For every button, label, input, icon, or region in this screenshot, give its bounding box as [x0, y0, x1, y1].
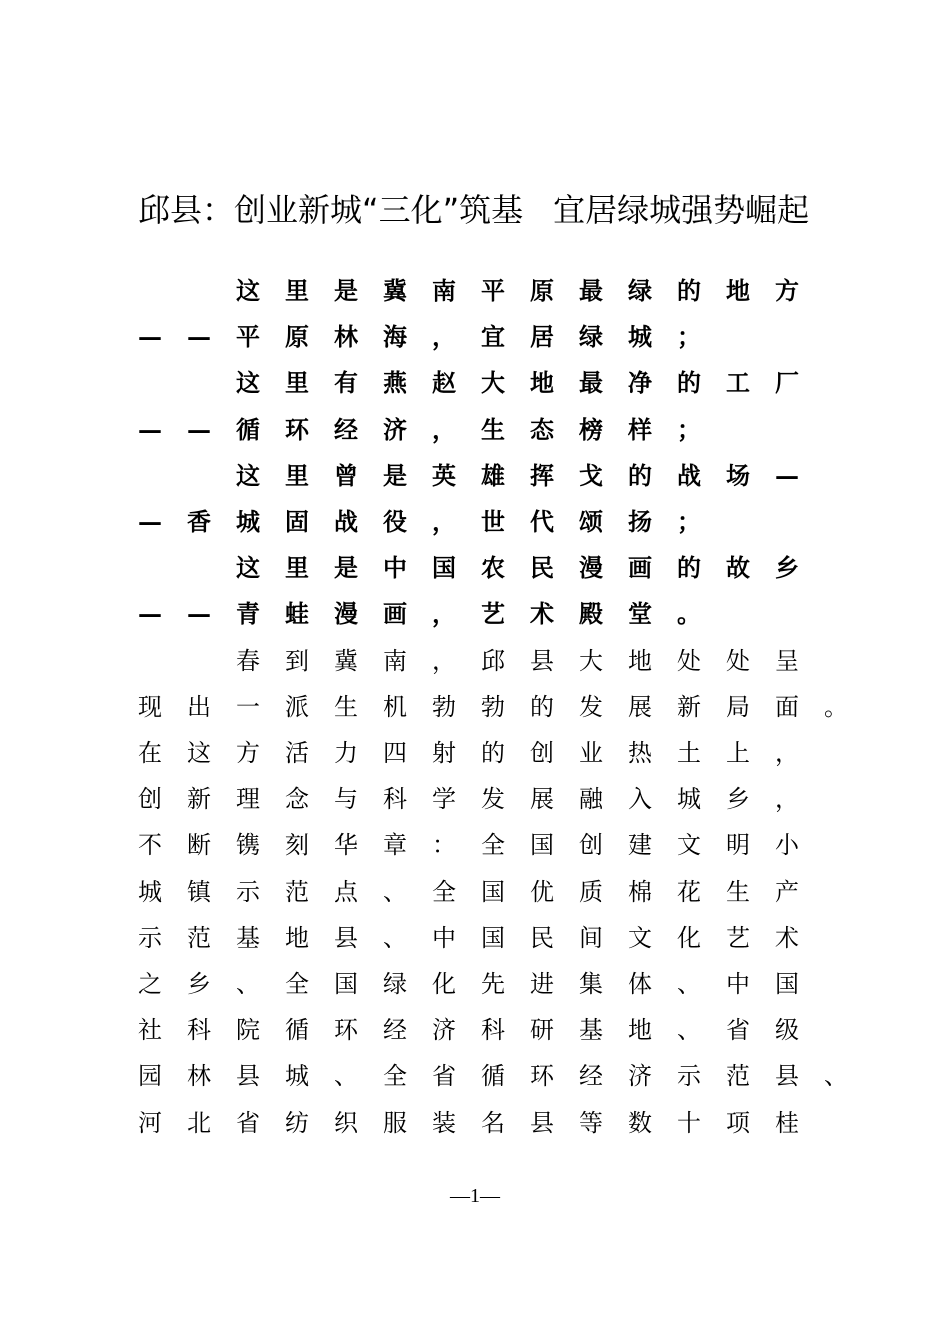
text-char: 县 — [775, 1062, 799, 1090]
text-char: 国 — [481, 924, 505, 952]
text-char: 局 — [726, 693, 750, 721]
text-char: 的 — [481, 739, 505, 767]
text-char: 基 — [579, 1016, 603, 1044]
text-char: 刻 — [285, 831, 309, 859]
text-char: 业 — [579, 739, 603, 767]
text-char: 戈 — [579, 461, 603, 490]
text-char: 挥 — [530, 461, 554, 490]
text-char: 断 — [187, 831, 211, 859]
text-char: — — [138, 507, 162, 536]
text-char: 的 — [530, 693, 554, 721]
text-char: 、 — [334, 1062, 358, 1090]
text-char: 这 — [236, 461, 260, 490]
text-char: 这 — [236, 276, 260, 305]
text-char: 棉 — [628, 878, 652, 906]
text-char: 堂 — [628, 599, 652, 628]
text-char: 术 — [530, 599, 554, 628]
text-line — [138, 822, 838, 868]
text-char: 方 — [236, 739, 260, 767]
text-char: ， — [432, 322, 456, 351]
text-line — [138, 961, 838, 1007]
text-char: 念 — [285, 785, 309, 813]
text-char: 全 — [481, 831, 505, 859]
text-char: 循 — [481, 1062, 505, 1090]
text-char: — — [187, 322, 211, 351]
text-char: 河 — [138, 1109, 162, 1137]
text-char: ， — [432, 647, 456, 675]
text-line — [138, 1007, 838, 1053]
text-char: 创 — [138, 785, 162, 813]
text-char: 农 — [481, 553, 505, 582]
text-char: 民 — [530, 924, 554, 952]
text-char: 方 — [775, 276, 799, 305]
text-char: 华 — [334, 831, 358, 859]
text-char: 土 — [677, 739, 701, 767]
text-char: 漫 — [579, 553, 603, 582]
text-char: 经 — [579, 1062, 603, 1090]
text-char: 活 — [285, 739, 309, 767]
title-part-2: 宜居绿城强势崛起 — [553, 191, 810, 229]
text-char: 先 — [481, 970, 505, 998]
text-char: 平 — [481, 276, 505, 305]
text-char: 文 — [677, 831, 701, 859]
text-char: 中 — [726, 970, 750, 998]
text-char: 数 — [628, 1109, 652, 1137]
text-char: 产 — [775, 878, 799, 906]
text-char: 北 — [187, 1109, 211, 1137]
text-char: 绿 — [628, 276, 652, 305]
text-char: 燕 — [383, 368, 407, 397]
text-char: 社 — [138, 1016, 162, 1044]
text-char: 是 — [334, 553, 358, 582]
text-char: 十 — [677, 1109, 701, 1137]
text-char: 地 — [628, 647, 652, 675]
text-char: 济 — [432, 1016, 456, 1044]
text-char: 在 — [138, 739, 162, 767]
text-char: 等 — [579, 1109, 603, 1137]
text-char: 创 — [579, 831, 603, 859]
text-char: 里 — [285, 276, 309, 305]
text-char: 织 — [334, 1109, 358, 1137]
text-char: 海 — [383, 322, 407, 351]
text-char: 战 — [334, 507, 358, 536]
text-char: 殿 — [579, 599, 603, 628]
text-char: 这 — [187, 739, 211, 767]
text-char: 样 — [628, 415, 652, 444]
text-char: 与 — [334, 785, 358, 813]
text-char: — — [187, 415, 211, 444]
text-char: 里 — [285, 461, 309, 490]
text-char: 融 — [579, 785, 603, 813]
text-char: 态 — [530, 415, 554, 444]
text-char: 上 — [726, 739, 750, 767]
text-char: 漫 — [334, 599, 358, 628]
text-char: 不 — [138, 831, 162, 859]
text-char: 出 — [187, 693, 211, 721]
text-char: ， — [432, 507, 456, 536]
text-char: 国 — [432, 553, 456, 582]
text-char: 新 — [187, 785, 211, 813]
text-char: 大 — [579, 647, 603, 675]
text-char: 画 — [628, 553, 652, 582]
text-char: 里 — [285, 368, 309, 397]
text-char: 中 — [432, 924, 456, 952]
text-line — [138, 268, 838, 314]
text-char: 院 — [236, 1016, 260, 1044]
text-char: 的 — [677, 276, 701, 305]
text-char: ， — [432, 415, 456, 444]
text-char: 一 — [236, 693, 260, 721]
text-char: 艺 — [481, 599, 505, 628]
text-char: 级 — [775, 1016, 799, 1044]
text-char: 纺 — [285, 1109, 309, 1137]
text-char: 、 — [677, 970, 701, 998]
text-char: 循 — [236, 415, 260, 444]
text-char: 项 — [726, 1109, 750, 1137]
text-line — [138, 591, 838, 637]
text-char: 。 — [677, 599, 701, 628]
text-char: 乡 — [775, 553, 799, 582]
text-line — [138, 314, 838, 360]
text-char: 科 — [481, 1016, 505, 1044]
text-char: 生 — [726, 878, 750, 906]
text-char: 青 — [236, 599, 260, 628]
text-char: 的 — [677, 553, 701, 582]
text-char: 代 — [530, 507, 554, 536]
text-char: 文 — [628, 924, 652, 952]
text-char: 处 — [726, 647, 750, 675]
text-char: 园 — [138, 1062, 162, 1090]
text-char: 小 — [775, 831, 799, 859]
text-line — [138, 407, 838, 453]
text-char: 花 — [677, 878, 701, 906]
text-char: 入 — [628, 785, 652, 813]
text-char: 派 — [285, 693, 309, 721]
text-char: 、 — [383, 878, 407, 906]
text-line — [138, 915, 838, 961]
text-char: 最 — [579, 276, 603, 305]
text-char: 城 — [677, 785, 701, 813]
text-char: 环 — [530, 1062, 554, 1090]
text-char: 化 — [677, 924, 701, 952]
text-char: 平 — [236, 322, 260, 351]
text-char: ， — [432, 599, 456, 628]
title-part-1: 邱县：创业新城“三化”筑基 — [138, 191, 524, 229]
text-line — [138, 499, 838, 545]
text-char: 发 — [481, 785, 505, 813]
text-char: 役 — [383, 507, 407, 536]
text-char: 勃 — [481, 693, 505, 721]
text-char: 生 — [481, 415, 505, 444]
text-char: ： — [432, 831, 456, 859]
page-number: —1— — [450, 1185, 500, 1207]
text-char: 服 — [383, 1109, 407, 1137]
text-char: 林 — [334, 322, 358, 351]
text-char: 范 — [285, 878, 309, 906]
text-char: 科 — [187, 1016, 211, 1044]
text-char: ； — [677, 415, 701, 444]
text-char: 冀 — [334, 647, 358, 675]
text-char: 城 — [285, 1062, 309, 1090]
text-char: 大 — [481, 368, 505, 397]
text-char: 国 — [481, 878, 505, 906]
text-char: 县 — [530, 647, 554, 675]
text-char: 里 — [285, 553, 309, 582]
text-char: 处 — [677, 647, 701, 675]
text-char: 地 — [628, 1016, 652, 1044]
text-char: 地 — [530, 368, 554, 397]
text-char: 间 — [579, 924, 603, 952]
text-line — [138, 869, 838, 915]
text-char: 这 — [236, 368, 260, 397]
text-char: 省 — [726, 1016, 750, 1044]
text-char: 明 — [726, 831, 750, 859]
text-char: 面 — [775, 693, 799, 721]
text-char: 工 — [726, 368, 750, 397]
text-char: ， — [775, 739, 799, 767]
text-char: 装 — [432, 1109, 456, 1137]
text-char: 经 — [334, 415, 358, 444]
text-char: 南 — [383, 647, 407, 675]
text-char: 的 — [677, 368, 701, 397]
text-char: 全 — [383, 1062, 407, 1090]
text-char: 。 — [824, 693, 848, 721]
text-char: 乡 — [187, 970, 211, 998]
text-char: 春 — [236, 647, 260, 675]
text-char: 省 — [236, 1109, 260, 1137]
text-line — [138, 638, 838, 684]
text-char: 南 — [432, 276, 456, 305]
text-char: 居 — [530, 322, 554, 351]
text-char: 香 — [187, 507, 211, 536]
text-char: 固 — [285, 507, 309, 536]
text-char: 邱 — [481, 647, 505, 675]
text-char: 蛙 — [285, 599, 309, 628]
text-char: 绿 — [579, 322, 603, 351]
text-char: 原 — [530, 276, 554, 305]
text-char: 创 — [530, 739, 554, 767]
text-char: 镇 — [187, 878, 211, 906]
text-char: 桂 — [775, 1109, 799, 1137]
text-char: — — [775, 461, 799, 490]
text-char: 地 — [726, 276, 750, 305]
text-char: 扬 — [628, 507, 652, 536]
text-char: 净 — [628, 368, 652, 397]
text-char: 体 — [628, 970, 652, 998]
text-char: 、 — [824, 1062, 848, 1090]
text-char: 赵 — [432, 368, 456, 397]
text-char: 研 — [530, 1016, 554, 1044]
text-char: 经 — [383, 1016, 407, 1044]
text-char: 故 — [726, 553, 750, 582]
text-char: 场 — [726, 461, 750, 490]
text-char: 术 — [775, 924, 799, 952]
text-char: 建 — [628, 831, 652, 859]
text-char: ， — [775, 785, 799, 813]
text-char: 中 — [383, 553, 407, 582]
text-char: 生 — [334, 693, 358, 721]
text-char: 宜 — [481, 322, 505, 351]
text-char: 画 — [383, 599, 407, 628]
text-char: 优 — [530, 878, 554, 906]
text-char: 、 — [383, 924, 407, 952]
text-char: 济 — [628, 1062, 652, 1090]
text-line — [138, 684, 848, 730]
text-char: 基 — [236, 924, 260, 952]
document-title — [138, 188, 858, 232]
text-line — [138, 776, 838, 822]
text-char: 济 — [383, 415, 407, 444]
text-char: 县 — [334, 924, 358, 952]
text-char: 范 — [726, 1062, 750, 1090]
text-char: 绿 — [383, 970, 407, 998]
text-char: ； — [677, 322, 701, 351]
text-char: 县 — [236, 1062, 260, 1090]
text-char: 厂 — [775, 368, 799, 397]
text-char: 英 — [432, 461, 456, 490]
text-char: 展 — [628, 693, 652, 721]
text-char: 城 — [236, 507, 260, 536]
text-char: 艺 — [726, 924, 750, 952]
text-char: — — [138, 599, 162, 628]
text-char: 国 — [775, 970, 799, 998]
text-char: 点 — [334, 878, 358, 906]
text-char: 科 — [383, 785, 407, 813]
text-char: ； — [677, 507, 701, 536]
text-char: 城 — [138, 878, 162, 906]
text-char: 是 — [334, 276, 358, 305]
text-char: 进 — [530, 970, 554, 998]
text-char: 范 — [187, 924, 211, 952]
text-char: 名 — [481, 1109, 505, 1137]
text-char: 战 — [677, 461, 701, 490]
text-char: — — [187, 599, 211, 628]
text-line — [138, 453, 838, 499]
text-char: 理 — [236, 785, 260, 813]
text-char: 榜 — [579, 415, 603, 444]
text-char: 城 — [628, 322, 652, 351]
text-char: 地 — [285, 924, 309, 952]
text-char: 环 — [334, 1016, 358, 1044]
text-char: 集 — [579, 970, 603, 998]
text-char: 国 — [530, 831, 554, 859]
text-char: 呈 — [775, 647, 799, 675]
text-char: 民 — [530, 553, 554, 582]
text-char: 林 — [187, 1062, 211, 1090]
text-char: 之 — [138, 970, 162, 998]
text-char: 现 — [138, 693, 162, 721]
text-char: 展 — [530, 785, 554, 813]
text-char: 县 — [530, 1109, 554, 1137]
text-char: 发 — [579, 693, 603, 721]
text-char: 全 — [285, 970, 309, 998]
text-char: 雄 — [481, 461, 505, 490]
text-line — [138, 545, 838, 591]
text-char: 化 — [432, 970, 456, 998]
text-char: 新 — [677, 693, 701, 721]
text-char: 世 — [481, 507, 505, 536]
text-char: 冀 — [383, 276, 407, 305]
text-char: 全 — [432, 878, 456, 906]
text-line — [138, 1100, 838, 1146]
text-line — [138, 730, 838, 776]
text-char: 的 — [628, 461, 652, 490]
text-char: 这 — [236, 553, 260, 582]
text-char: 曾 — [334, 461, 358, 490]
text-char: 示 — [236, 878, 260, 906]
text-char: 、 — [236, 970, 260, 998]
text-char: 机 — [383, 693, 407, 721]
text-char: 力 — [334, 739, 358, 767]
text-char: 循 — [285, 1016, 309, 1044]
text-char: 射 — [432, 739, 456, 767]
text-char: 乡 — [726, 785, 750, 813]
text-char: 最 — [579, 368, 603, 397]
text-char: 到 — [285, 647, 309, 675]
text-char: 四 — [383, 739, 407, 767]
text-char: 、 — [677, 1016, 701, 1044]
text-char: 有 — [334, 368, 358, 397]
text-char: 章 — [383, 831, 407, 859]
text-char: 国 — [334, 970, 358, 998]
text-line — [138, 360, 838, 406]
text-line — [138, 1053, 848, 1099]
text-char: 环 — [285, 415, 309, 444]
text-char: — — [138, 322, 162, 351]
text-char: 示 — [138, 924, 162, 952]
text-char: 是 — [383, 461, 407, 490]
text-char: 学 — [432, 785, 456, 813]
text-char: 镌 — [236, 831, 260, 859]
text-char: 质 — [579, 878, 603, 906]
text-char: — — [138, 415, 162, 444]
text-char: 省 — [432, 1062, 456, 1090]
text-char: 热 — [628, 739, 652, 767]
text-char: 勃 — [432, 693, 456, 721]
text-char: 颂 — [579, 507, 603, 536]
text-char: 示 — [677, 1062, 701, 1090]
text-char: 原 — [285, 322, 309, 351]
